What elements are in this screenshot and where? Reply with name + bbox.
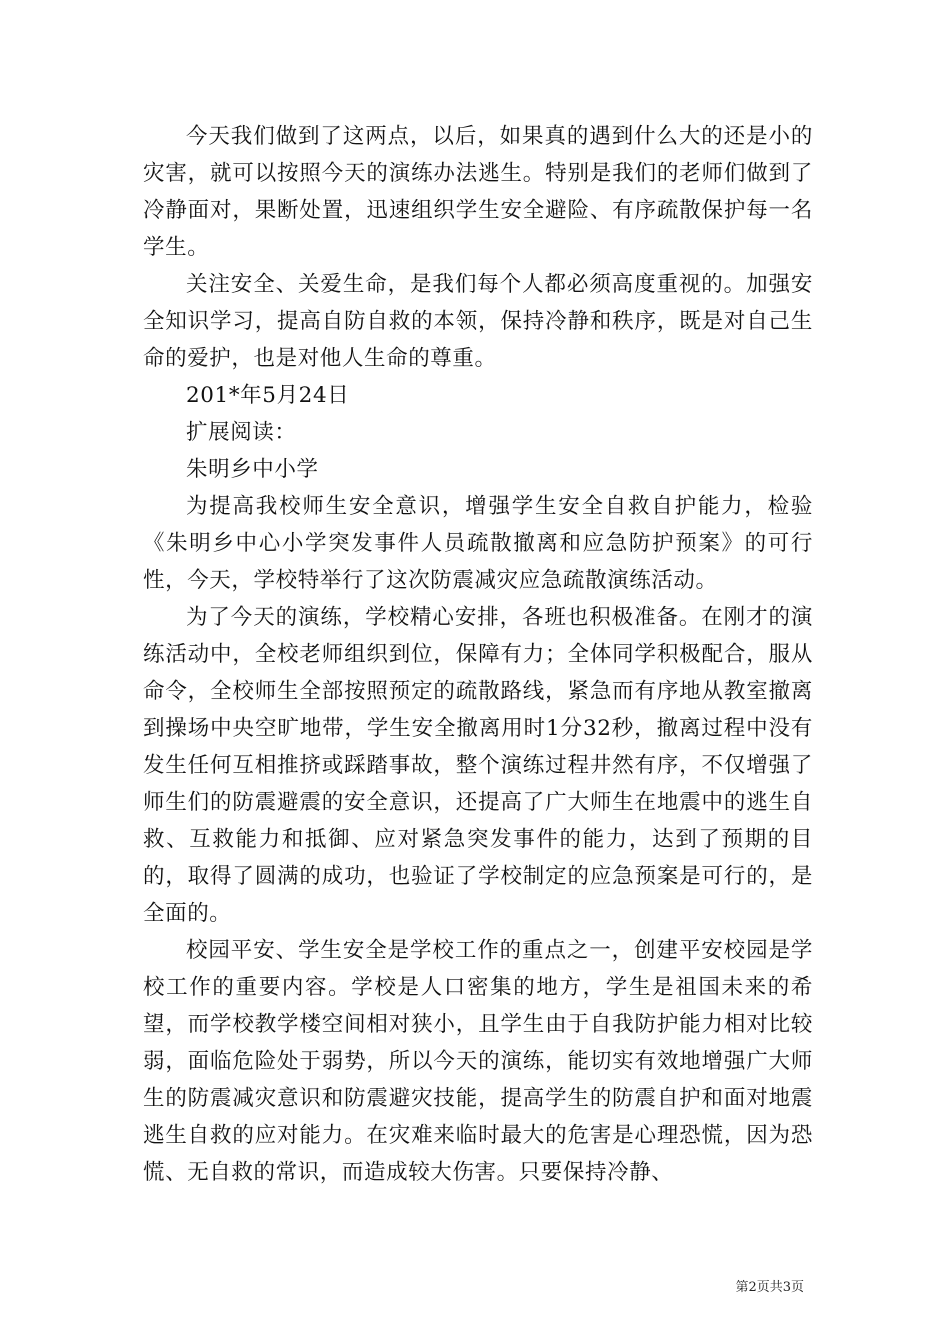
paragraph-drill-summary: 今天我们做到了这两点，以后，如果真的遇到什么大的还是小的灾害，就可以按照今天的演练办法逃生。特别是我们的老师们做到了冷静面对，果断处置，迅速组织学生安全避险、有序疏散保护每一名学生。 [143, 124, 813, 260]
paragraph-drill-purpose: 为提高我校师生安全意识，增强学生安全自救自护能力，检验《朱明乡中心小学突发事件人员疏散撤离和应急防护预案》的可行性，今天，学校特举行了这次防震减灾应急疏散演练活动。 [143, 494, 813, 593]
paragraph-extended-reading: 扩展阅读： [186, 420, 297, 445]
paragraph-school-name: 朱明乡中小学 [186, 457, 319, 482]
page-number-footer: 第2页共3页 [735, 1280, 804, 1295]
document-body [143, 118, 813, 1191]
paragraph-campus-safety: 校园平安、学生安全是学校工作的重点之一，创建平安校园是学校工作的重要内容。学校是人口密集的地方，学生是祖国未来的希望，而学校教学楼空间相对狭小，且学生由于自我防护能力相对比较弱，面临危险处于弱势，所以今天的演练，能切实有效地增强广大师生的防震减灾意识和防震避灾技能，提高学生的防震自护和面对地震逃生自救的应对能力。在灾难来临时最大的危害是心理恐慌，因为恐慌、无自救的常识，而造成较大伤害。只要保持冷静、 [143, 938, 813, 1185]
paragraph-drill-process: 为了今天的演练，学校精心安排，各班也积极准备。在刚才的演练活动中，全校老师组织到位，保障有力；全体同学积极配合，服从命令，全校师生全部按照预定的疏散路线，紧急而有序地从教室撤离到操场中央空旷地带，学生安全撤离用时1分32秒，撤离过程中没有发生任何互相推挤或踩踏事故，整个演练过程井然有序，不仅增强了师生们的防震避震的安全意识，还提高了广大师生在地震中的逃生自救、互救能力和抵御、应对紧急突发事件的能力，达到了预期的目的，取得了圆满的成功，也验证了学校制定的应急预案是可行的，是全面的。 [143, 605, 813, 926]
paragraph-safety-awareness: 关注安全、关爱生命，是我们每个人都必须高度重视的。加强安全知识学习，提高自防自救的本领，保持冷静和秩序，既是对自己生命的爱护，也是对他人生命的尊重。 [143, 272, 813, 371]
paragraph-date: 201*年5月24日 [186, 383, 350, 408]
